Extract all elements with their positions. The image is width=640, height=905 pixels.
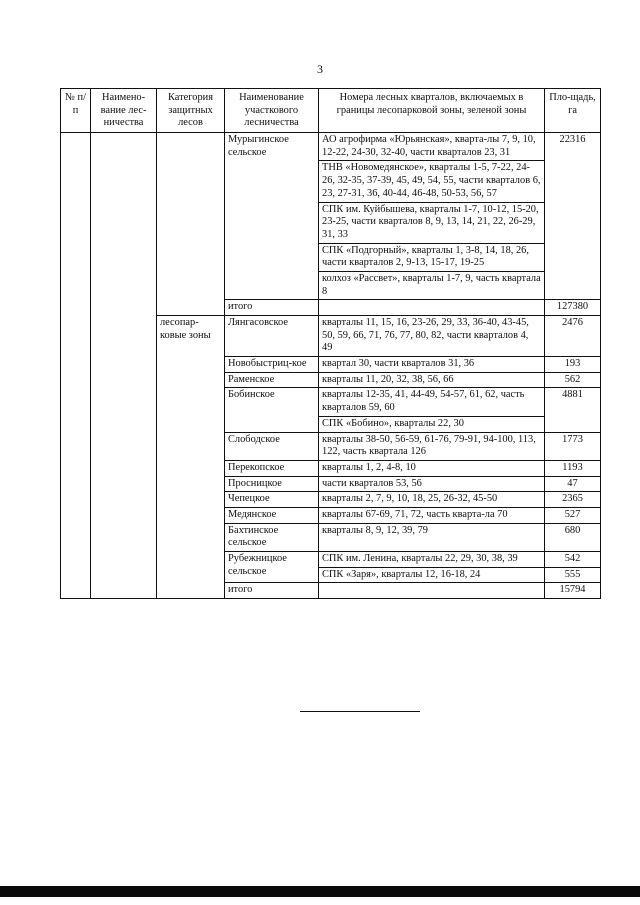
district-cell: Мурыгинское сельское (225, 133, 319, 300)
forestry-cell (91, 133, 157, 599)
area-cell: 1193 (545, 460, 601, 476)
quarters-cell: квартал 30, части кварталов 31, 36 (319, 357, 545, 373)
header-category: Категория защитных лесов (157, 89, 225, 133)
header-district: Наименование участкового лесничества (225, 89, 319, 133)
area-cell: 2365 (545, 492, 601, 508)
quarters-cell: СПК «Бобино», кварталы 22, 30 (319, 416, 545, 432)
district-cell: Просницкое (225, 476, 319, 492)
category-cell (157, 133, 225, 316)
district-cell: Новобыстриц-кое (225, 357, 319, 373)
total-quarters-cell (319, 300, 545, 316)
total-quarters-cell (319, 583, 545, 599)
total-area: 15794 (545, 583, 601, 599)
quarters-cell: СПК им. Ленина, кварталы 22, 29, 30, 38, 39 (319, 552, 545, 568)
district-cell: Бобинское (225, 388, 319, 432)
quarters-cell: СПК «Подгорный», кварталы 1, 3-8, 14, 18, 26, части кварталов 2, 9-13, 15-17, 19-25 (319, 243, 545, 271)
quarters-cell: кварталы 67-69, 71, 72, часть кварта-ла 70 (319, 507, 545, 523)
category-cell: лесопар-ковые зоны (157, 316, 225, 599)
district-cell: Раменское (225, 372, 319, 388)
district-cell: Слободское (225, 432, 319, 460)
district-cell: Бахтинское сельское (225, 523, 319, 551)
num-cell (61, 133, 91, 599)
header-forestry: Наимено-вание лес-ничества (91, 89, 157, 133)
quarters-cell: кварталы 2, 7, 9, 10, 18, 25, 26-32, 45-50 (319, 492, 545, 508)
area-cell: 562 (545, 372, 601, 388)
district-cell: Лянгасовское (225, 316, 319, 357)
area-cell: 680 (545, 523, 601, 551)
district-cell: Рубежницкое сельское (225, 552, 319, 583)
quarters-cell: кварталы 12-35, 41, 44-49, 54-57, 61, 62, часть кварталов 59, 60 (319, 388, 545, 416)
header-area: Пло-щадь, га (545, 89, 601, 133)
total-label: итого (225, 583, 319, 599)
quarters-cell: колхоз «Рассвет», кварталы 1-7, 9, часть квартала 8 (319, 271, 545, 299)
header-row (61, 89, 601, 133)
area-cell: 47 (545, 476, 601, 492)
header-quarters: Номера лесных кварталов, включаемых в границы лесопарковой зоны, зеленой зоны (319, 89, 545, 133)
table-row (61, 133, 601, 161)
header-num: № п/п (61, 89, 91, 133)
area-cell: 2476 (545, 316, 601, 357)
area-cell: 193 (545, 357, 601, 373)
district-cell: Медянское (225, 507, 319, 523)
district-cell: Перекопское (225, 460, 319, 476)
area-cell: 542 (545, 552, 601, 568)
quarters-cell: кварталы 11, 20, 32, 38, 56, 66 (319, 372, 545, 388)
total-label: итого (225, 300, 319, 316)
quarters-cell: кварталы 11, 15, 16, 23-26, 29, 33, 36-40, 43-45, 50, 59, 66, 71, 76, 77, 80, 82, части кварталов 4, 49 (319, 316, 545, 357)
quarters-cell: кварталы 38-50, 56-59, 61-76, 79-91, 94-100, 113, 122, часть квартала 126 (319, 432, 545, 460)
area-cell: 22316 (545, 133, 601, 300)
area-cell: 4881 (545, 388, 601, 432)
quarters-cell: АО агрофирма «Юрьянская», кварта-лы 7, 9, 10, 12-22, 24-30, 32-40, части кварталов 23, 31 (319, 133, 545, 161)
quarters-cell: кварталы 1, 2, 4-8, 10 (319, 460, 545, 476)
page-number: 3 (317, 62, 323, 76)
total-area: 127380 (545, 300, 601, 316)
quarters-cell: ТНВ «Новомедянское», кварталы 1-5, 7-22, 24-26, 32-35, 37-39, 45, 49, 54, 55, части кварталов 6, 23, 27-31, 36, 40-44, 46-48, 50-53, 56, 57 (319, 161, 545, 202)
quarters-cell: части кварталов 53, 56 (319, 476, 545, 492)
forest-zones-table (60, 88, 601, 599)
quarters-cell: кварталы 8, 9, 12, 39, 79 (319, 523, 545, 551)
area-cell: 527 (545, 507, 601, 523)
district-cell: Чепецкое (225, 492, 319, 508)
scan-edge-band (0, 886, 640, 897)
quarters-cell: СПК им. Куйбышева, кварталы 1-7, 10-12, 15-20, 23-25, части кварталов 8, 9, 13, 14, 21, 22, 26-29, 31, 33 (319, 202, 545, 243)
area-cell: 555 (545, 567, 601, 583)
end-of-table-rule (300, 711, 420, 712)
quarters-cell: СПК «Заря», кварталы 12, 16-18, 24 (319, 567, 545, 583)
area-cell: 1773 (545, 432, 601, 460)
